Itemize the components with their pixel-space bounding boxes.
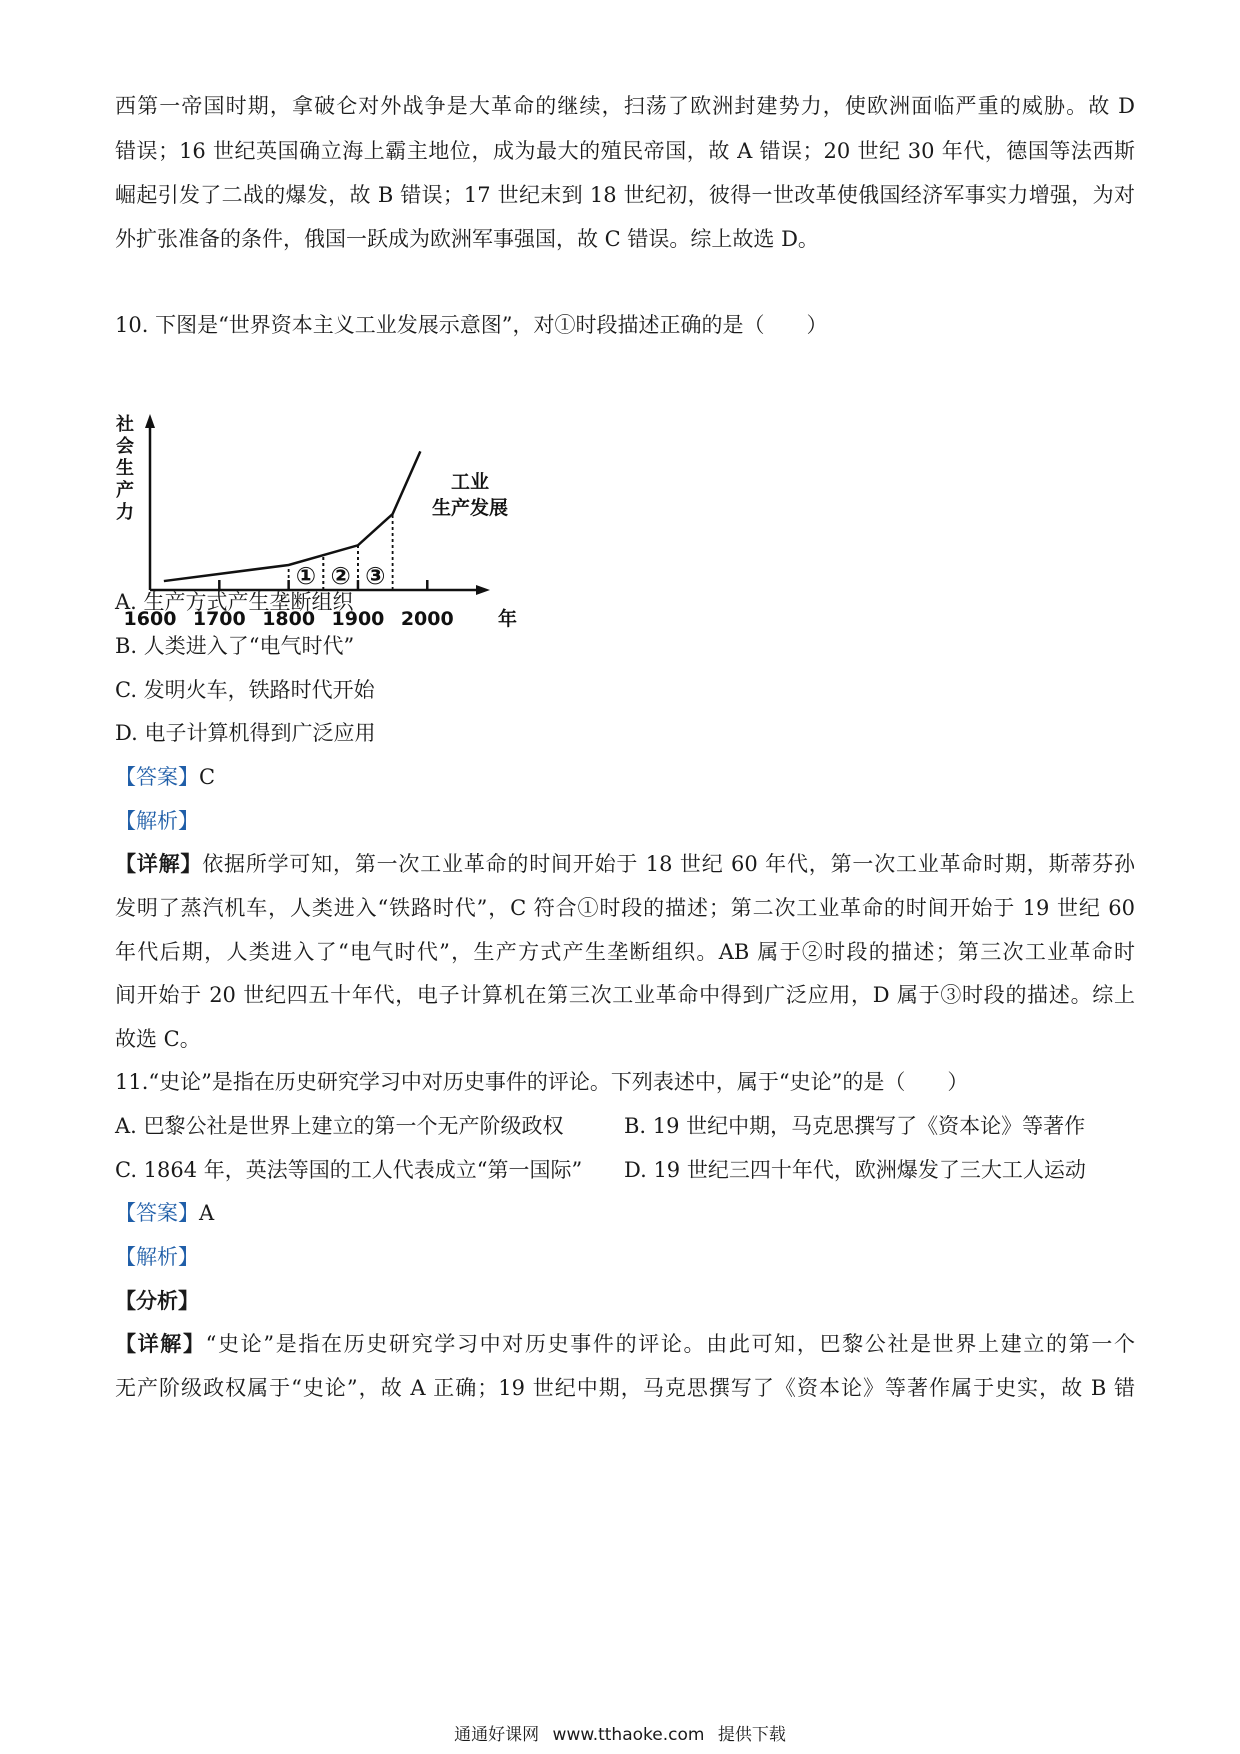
question-10-answer	[115, 762, 1135, 792]
question-11-detail-line	[115, 1329, 1135, 1359]
prev-explanation-line: 外扩张准备的条件，俄国一跃成为欧洲军事强国，故 C 错误。综上故选 D。	[115, 227, 819, 251]
question-11-analysis-tag: 【解析】	[115, 1245, 199, 1269]
question-11-option-b: B. 19 世纪中期，马克思撰写了《资本论》等著作	[624, 1114, 1086, 1138]
answer-value: C	[199, 765, 216, 789]
answer-tag: 【答案】	[115, 1201, 199, 1225]
series-label: 工业	[450, 471, 490, 493]
question-11-answer	[115, 1198, 1135, 1228]
question-11-options-row	[115, 1155, 1135, 1185]
question-11-fenxi-tag: 【分析】	[115, 1288, 199, 1313]
x-axis-label: 年	[498, 608, 518, 630]
question-10-detail-line: 间开始于 20 世纪四五十年代，电子计算机在第三次工业革命中得到广泛应用，D 属于③时段的描述。综上	[115, 983, 1135, 1007]
question-10-detail-line	[115, 849, 1135, 879]
period-label: ③	[365, 562, 386, 590]
footer-site: 通通好课网	[454, 1725, 540, 1745]
y-axis-label: 社	[116, 414, 134, 435]
question-10-detail-line: 发明了蒸汽机车，人类进入“铁路时代”，C 符合①时段的描述；第二次工业革命的时间开始于 19 世纪 60	[115, 896, 1135, 920]
x-tick-label: 1600	[123, 608, 177, 630]
question-11-option-c: C. 1864 年，英法等国的工人代表成立“第一国际”	[115, 1158, 583, 1182]
footer-suffix: 提供下载	[717, 1725, 786, 1745]
question-11-options-row	[115, 1111, 1135, 1141]
x-tick-label: 1700	[192, 608, 246, 630]
detail-tag: 【详解】	[115, 1331, 206, 1356]
question-10-option-b: B. 人类进入了“电气时代”	[115, 634, 355, 658]
prev-explanation-line: 崛起引发了二战的爆发，故 B 错误；17 世纪末到 18 世纪初，彼得一世改革使俄国经济军事实力增强，为对	[115, 183, 1135, 207]
footer-url[interactable]: www.tthaoke.com	[552, 1725, 705, 1745]
question-10-option-c: C. 发明火车，铁路时代开始	[115, 678, 375, 702]
question-10-option-a: A. 生产方式产生垄断组织	[115, 590, 354, 614]
question-10-analysis-tag: 【解析】	[115, 809, 199, 833]
period-label: ①	[295, 562, 317, 590]
question-11-option-d: D. 19 世纪三四十年代，欧洲爆发了三大工人运动	[624, 1158, 1086, 1182]
question-10-stem: 10. 下图是“世界资本主义工业发展示意图”，对①时段描述正确的是（ ）	[115, 313, 828, 337]
y-axis-label: 会	[116, 436, 134, 457]
period-label: ②	[330, 562, 351, 590]
question-10-detail-line: 年代后期，人类进入了“电气时代”，生产方式产生垄断组织。AB 属于②时段的描述；第三次工业革命时	[115, 940, 1135, 964]
y-axis-label: 生	[116, 458, 134, 479]
answer-tag: 【答案】	[115, 765, 199, 789]
detail-text: “史论”是指在历史研究学习中对历史事件的评论。由此可知，巴黎公社是世界上建立的第一个	[205, 1332, 1135, 1356]
question-11-option-a: A. 巴黎公社是世界上建立的第一个无产阶级政权	[115, 1114, 564, 1138]
answer-value: A	[199, 1201, 215, 1225]
prev-explanation-line: 错误；16 世纪英国确立海上霸主地位，成为最大的殖民帝国，故 A 错误；20 世纪 30 年代，德国等法西斯	[115, 139, 1135, 163]
prev-explanation-line: 西第一帝国时期，拿破仑对外战争是大革命的继续，扫荡了欧洲封建势力，使欧洲面临严重的威胁。故 D	[115, 94, 1135, 118]
series-label: 生产发展	[431, 497, 509, 519]
x-tick-label: 1800	[262, 608, 316, 630]
x-tick-label: 1900	[331, 608, 385, 630]
page-footer	[0, 1720, 1240, 1745]
question-11-stem: 11.“史论”是指在历史研究学习中对历史事件的评论。下列表述中，属于“史论”的是（ ）	[115, 1070, 969, 1094]
x-tick-label: 2000	[400, 608, 454, 630]
question-11-detail-line: 无产阶级政权属于“史论”，故 A 正确；19 世纪中期，马克思撰写了《资本论》等著作属于史实，故 B 错	[115, 1376, 1135, 1400]
detail-tag: 【详解】	[115, 851, 203, 876]
question-10-detail-line: 故选 C。	[115, 1027, 201, 1051]
question-10-option-d: D. 电子计算机得到广泛应用	[115, 721, 376, 745]
y-axis-arrow	[145, 414, 155, 428]
y-axis-label: 产	[116, 480, 134, 501]
detail-text: 依据所学可知，第一次工业革命的时间开始于 18 世纪 60 年代，第一次工业革命时期，斯蒂芬孙	[202, 852, 1135, 876]
y-axis-label: 力	[116, 502, 134, 523]
